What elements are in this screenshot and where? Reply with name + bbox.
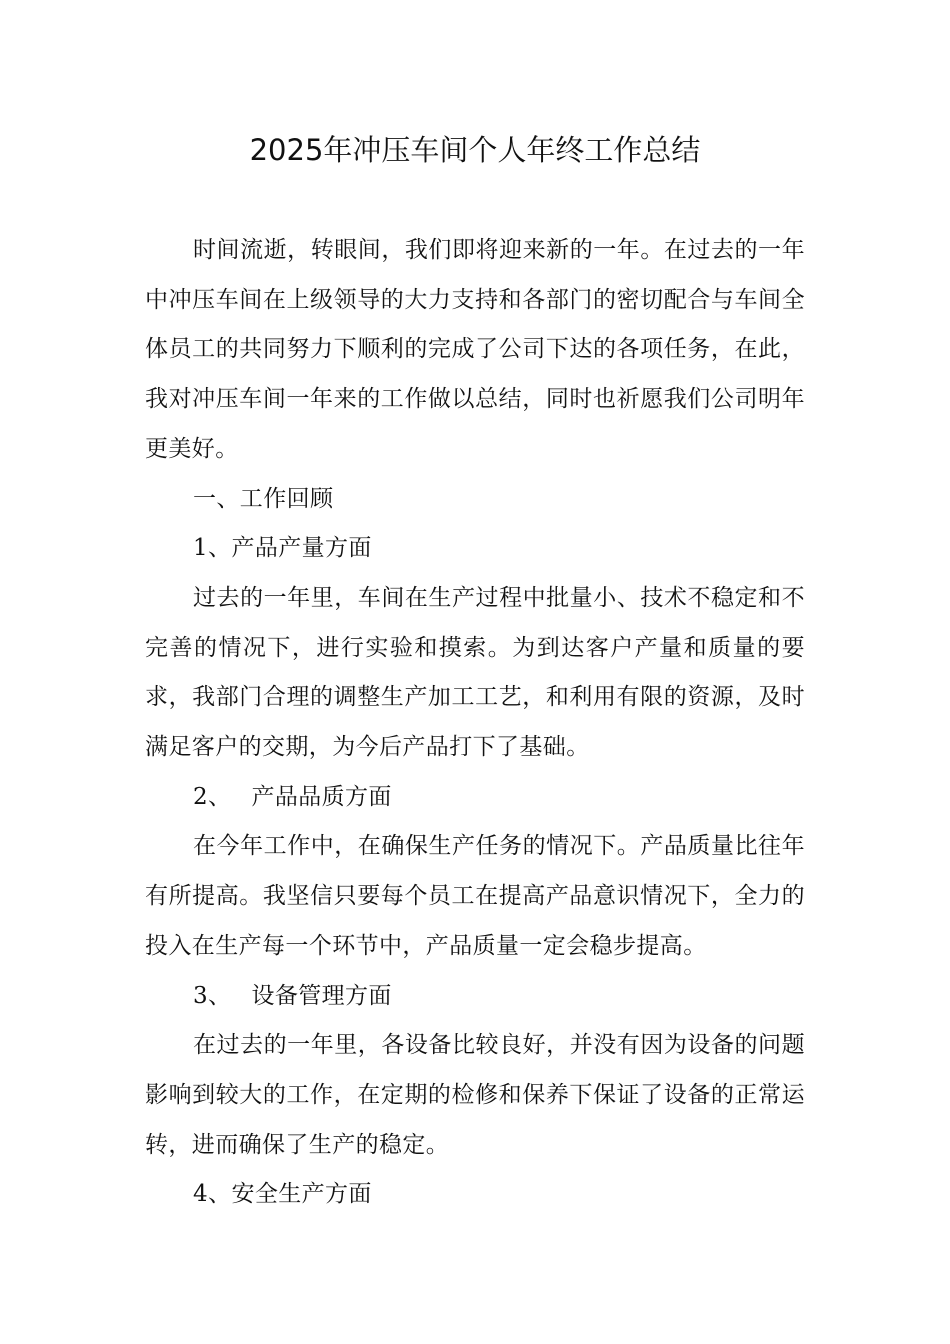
item-heading-text: 安全生产方面 bbox=[231, 1181, 372, 1208]
item-heading-product-quality bbox=[145, 773, 805, 823]
paragraph-production-output: 过去的一年里，车间在生产过程中批量小、技术不稳定和不完善的情况下，进行实验和摸索。为到达客户产量和质量的要求，我部门合理的调整生产加工工艺，和利用有限的资源，及时满足客户的交期，为今后产品打下了基础。 bbox=[145, 584, 805, 761]
item-heading-production-output bbox=[145, 524, 805, 574]
item-heading-equipment-management bbox=[145, 972, 805, 1022]
item-heading-text: 产品品质方面 bbox=[251, 783, 392, 810]
section-heading-work-review: 一、工作回顾 bbox=[193, 485, 334, 512]
paragraph-equipment-management: 在过去的一年里，各设备比较良好，并没有因为设备的问题影响到较大的工作，在定期的检修和保养下保证了设备的正常运转，进而确保了生产的稳定。 bbox=[145, 1032, 805, 1158]
item-heading-text: 设备管理方面 bbox=[251, 982, 392, 1009]
document-body bbox=[145, 226, 805, 1220]
item-number: 2、 bbox=[193, 783, 232, 810]
item-heading-text: 产品产量方面 bbox=[231, 535, 372, 562]
item-number: 1、 bbox=[193, 535, 232, 562]
paragraph-product-quality: 在今年工作中，在确保生产任务的情况下。产品质量比往年有所提高。我坚信只要每个员工在提高产品意识情况下，全力的投入在生产每一个环节中，产品质量一定会稳步提高。 bbox=[145, 833, 805, 959]
item-number: 4、 bbox=[193, 1181, 232, 1208]
intro-paragraph: 时间流逝，转眼间，我们即将迎来新的一年。在过去的一年中冲压车间在上级领导的大力支持和各部门的密切配合与车间全体员工的共同努力下顺利的完成了公司下达的各项任务，在此，我对冲压车间一年来的工作做以总结，同时也祈愿我们公司明年更美好。 bbox=[145, 237, 805, 462]
document-title: 2025年冲压车间个人年终工作总结 bbox=[249, 133, 701, 167]
item-heading-safety-production bbox=[145, 1170, 805, 1220]
item-number: 3、 bbox=[193, 982, 232, 1009]
